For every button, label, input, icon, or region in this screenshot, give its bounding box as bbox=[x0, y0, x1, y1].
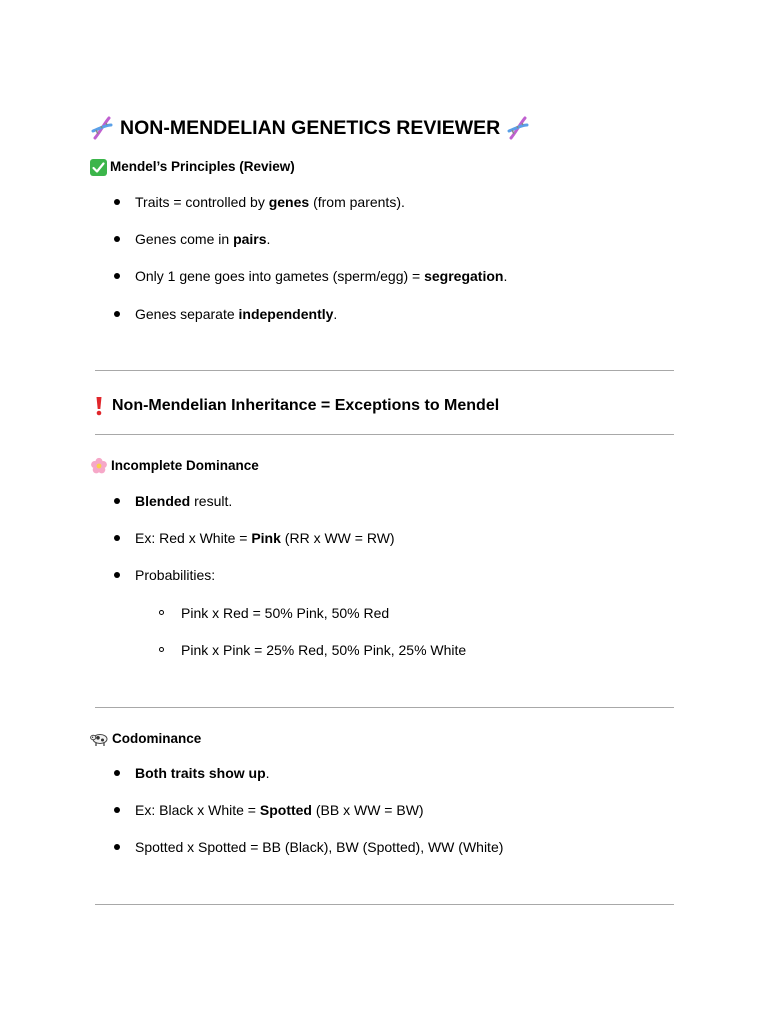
sub-bullet-icon bbox=[159, 647, 164, 652]
bullet-icon bbox=[114, 535, 120, 541]
bullet-icon bbox=[114, 770, 120, 776]
section-heading-incomplete-dominance bbox=[90, 457, 259, 475]
divider bbox=[95, 904, 674, 905]
list-item: Probabilities: bbox=[135, 567, 216, 583]
section-heading-text: Non-Mendelian Inheritance = Exceptions to Mendel bbox=[112, 397, 500, 414]
divider bbox=[95, 370, 674, 371]
divider bbox=[95, 707, 674, 708]
bullet-icon bbox=[114, 311, 120, 317]
list-item: Genes separate independently. bbox=[135, 306, 338, 322]
exclamation-icon bbox=[94, 396, 104, 416]
list-item: Traits = controlled by genes (from parents). bbox=[135, 194, 405, 210]
list-item: Blended result. bbox=[135, 493, 233, 509]
bullet-icon bbox=[114, 844, 120, 850]
section-heading-text: Codominance bbox=[112, 731, 202, 746]
sub-bullet-icon bbox=[159, 610, 164, 615]
section-heading-text: Mendel’s Principles (Review) bbox=[110, 159, 295, 174]
bullet-icon bbox=[114, 572, 120, 578]
flower-icon bbox=[90, 457, 108, 475]
list-item: Ex: Red x White = Pink (RR x WW = RW) bbox=[135, 530, 395, 546]
section-heading-mendel bbox=[90, 158, 295, 176]
list-item: Both traits show up. bbox=[135, 765, 270, 781]
list-item: Ex: Black x White = Spotted (BB x WW = BW) bbox=[135, 802, 424, 818]
list-item: Genes come in pairs. bbox=[135, 231, 271, 247]
check-mark-icon bbox=[90, 159, 107, 176]
sub-list-item: Pink x Red = 50% Pink, 50% Red bbox=[181, 605, 390, 621]
bullet-icon bbox=[114, 236, 120, 242]
divider bbox=[95, 434, 674, 435]
list-item: Only 1 gene goes into gametes (sperm/egg) = segregation. bbox=[135, 268, 508, 284]
section-heading-non-mendelian bbox=[94, 395, 499, 417]
bullet-icon bbox=[114, 807, 120, 813]
bullet-icon bbox=[114, 273, 120, 279]
list-item: Spotted x Spotted = BB (Black), BW (Spotted), WW (White) bbox=[135, 839, 504, 855]
dna-icon bbox=[90, 115, 114, 141]
section-heading-codominance bbox=[90, 730, 201, 748]
bullet-icon bbox=[114, 199, 120, 205]
sub-list-item: Pink x Pink = 25% Red, 50% Pink, 25% White bbox=[181, 642, 467, 658]
page-title bbox=[90, 115, 530, 141]
cow-icon bbox=[90, 731, 109, 747]
dna-icon bbox=[506, 115, 530, 141]
page-title-text: NON-MENDELIAN GENETICS REVIEWER bbox=[120, 117, 501, 139]
bullet-icon bbox=[114, 498, 120, 504]
section-heading-text: Incomplete Dominance bbox=[111, 458, 259, 473]
